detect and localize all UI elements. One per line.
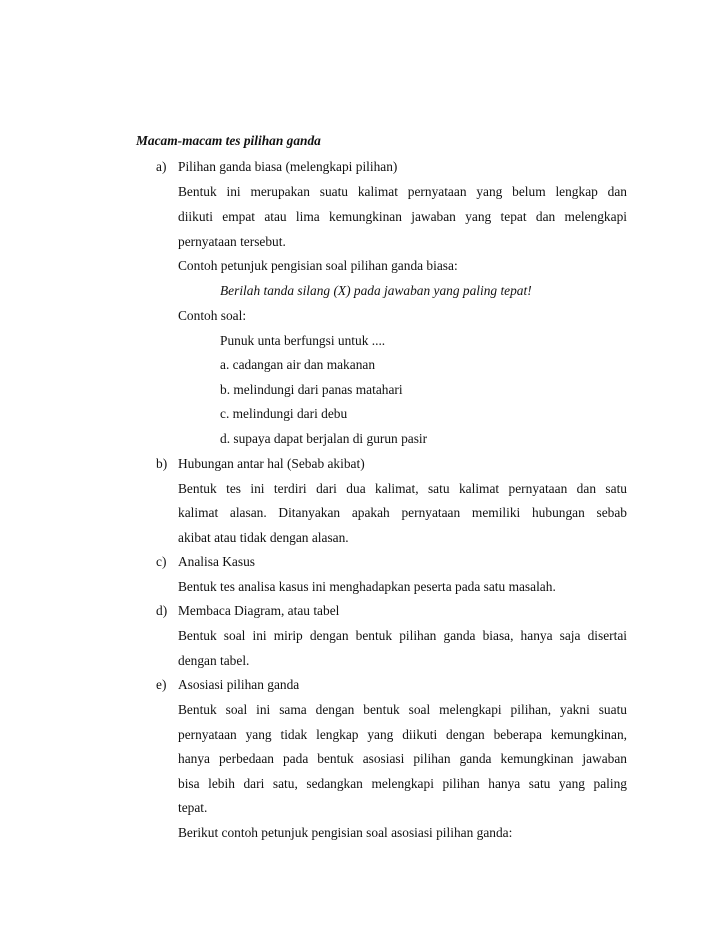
section-a-question: Punuk unta berfungsi untuk .... bbox=[220, 333, 386, 348]
section-c-heading: Analisa Kasus bbox=[178, 554, 255, 569]
section-d-body-line-2: dengan tabel. bbox=[178, 653, 250, 668]
section-e-body-line-5: tepat. bbox=[178, 800, 208, 815]
section-b-marker: b) bbox=[156, 456, 168, 471]
section-d-body-line-1: Bentuk soal ini mirip dengan bentuk pilihan ganda biasa, hanya saja disertai bbox=[178, 628, 627, 643]
section-b-body-line-2: kalimat alasan. Ditanyakan apakah pernyataan memiliki hubungan sebab bbox=[178, 505, 627, 520]
section-a-body-line-2: diikuti empat atau lima kemungkinan jawaban yang tepat dan melengkapi bbox=[178, 209, 627, 224]
page-title: Macam-macam tes pilihan ganda bbox=[136, 133, 321, 148]
section-e-body-line-3: hanya perbedaan pada bentuk asosiasi pilihan ganda kemungkinan jawaban bbox=[178, 751, 627, 766]
section-c-marker: c) bbox=[156, 554, 167, 569]
section-c-body-line-1: Bentuk tes analisa kasus ini menghadapkan peserta pada satu masalah. bbox=[178, 579, 556, 594]
section-e-body-line-6: Berikut contoh petunjuk pengisian soal asosiasi pilihan ganda: bbox=[178, 825, 513, 840]
section-a-option-c: c. melindungi dari debu bbox=[220, 406, 348, 421]
section-a-example-label: Contoh soal: bbox=[178, 308, 247, 323]
section-b-heading: Hubungan antar hal (Sebab akibat) bbox=[178, 456, 365, 471]
section-a-instruction-label: Contoh petunjuk pengisian soal pilihan ganda biasa: bbox=[178, 258, 458, 273]
section-a-heading: Pilihan ganda biasa (melengkapi pilihan) bbox=[178, 159, 398, 174]
section-b-body-line-3: akibat atau tidak dengan alasan. bbox=[178, 530, 349, 545]
section-a-option-d: d. supaya dapat berjalan di gurun pasir bbox=[220, 431, 428, 446]
section-d-marker: d) bbox=[156, 603, 168, 618]
section-a-option-b: b. melindungi dari panas matahari bbox=[220, 382, 403, 397]
section-d-heading: Membaca Diagram, atau tabel bbox=[178, 603, 340, 618]
section-e-marker: e) bbox=[156, 677, 167, 692]
section-e-heading: Asosiasi pilihan ganda bbox=[178, 677, 300, 692]
section-e-body-line-2: pernyataan yang tidak lengkap yang diikuti dengan beberapa kemungkinan, bbox=[178, 727, 627, 742]
section-a-option-a: a. cadangan air dan makanan bbox=[220, 357, 376, 372]
section-a-body-line-3: pernyataan tersebut. bbox=[178, 234, 286, 249]
section-e-body-line-1: Bentuk soal ini sama dengan bentuk soal melengkapi pilihan, yakni suatu bbox=[178, 702, 627, 717]
section-a-instruction-text: Berilah tanda silang (X) pada jawaban yang paling tepat! bbox=[220, 283, 532, 298]
section-a-marker: a) bbox=[156, 159, 167, 174]
section-a-body-line-1: Bentuk ini merupakan suatu kalimat pernyataan yang belum lengkap dan bbox=[178, 184, 627, 199]
section-e-body-line-4: bisa lebih dari satu, sedangkan melengkapi pilihan hanya satu yang paling bbox=[178, 776, 627, 791]
section-b-body-line-1: Bentuk tes ini terdiri dari dua kalimat, satu kalimat pernyataan dan satu bbox=[178, 481, 627, 496]
